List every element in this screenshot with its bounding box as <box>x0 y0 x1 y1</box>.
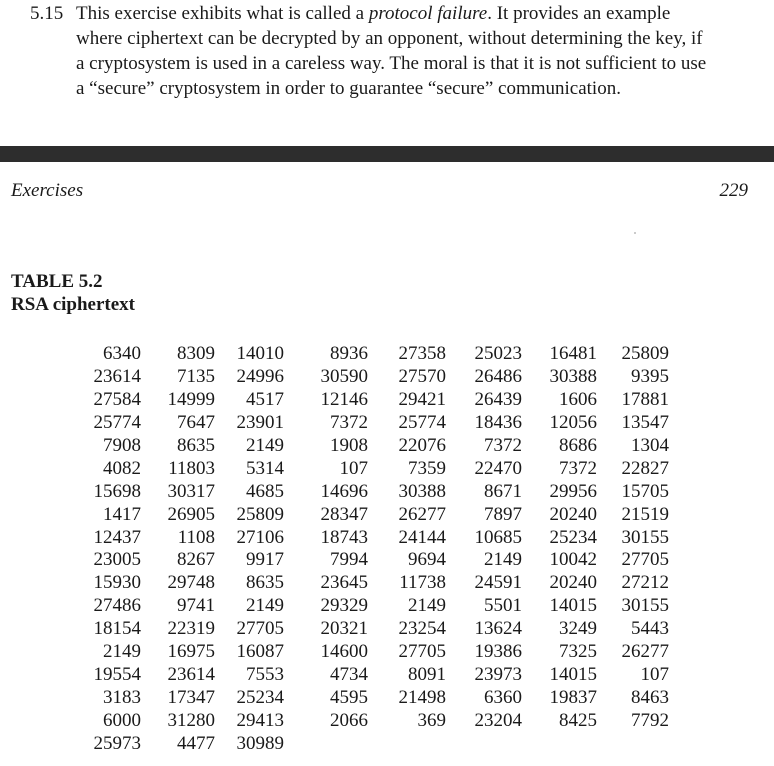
table-cell: 31280 <box>167 709 215 731</box>
table-cell: 25809 <box>236 503 284 525</box>
table-cell: 7372 <box>559 457 597 479</box>
table-cell: 5314 <box>246 457 284 479</box>
table-cell: 21519 <box>621 503 669 525</box>
table-cell: 8635 <box>177 435 215 456</box>
table-cell: 7897 <box>484 503 522 525</box>
table-cell: 10042 <box>549 549 597 571</box>
table-cell: 27212 <box>621 572 669 594</box>
table-cell: 23254 <box>398 618 446 640</box>
table-cell: 28347 <box>320 503 368 525</box>
table-cell: 22470 <box>474 457 522 479</box>
table-cell: 9917 <box>246 549 284 571</box>
table-cell: 30388 <box>398 480 446 502</box>
table-cell: 23005 <box>93 549 141 571</box>
table-cell: 25973 <box>93 732 141 754</box>
table-row <box>80 503 669 526</box>
table-cell: 15698 <box>93 480 141 502</box>
table-cell: 30590 <box>320 366 368 388</box>
table-cell: 5501 <box>484 595 522 617</box>
table-cell: 27358 <box>398 343 446 365</box>
table-row <box>80 663 669 686</box>
table-cell: 29329 <box>320 595 368 617</box>
table-cell: 30317 <box>167 480 215 502</box>
table-cell: 1108 <box>177 526 215 548</box>
ciphertext-table <box>80 343 669 755</box>
table-cell: 18436 <box>474 412 522 434</box>
table-cell: 20321 <box>320 618 368 640</box>
table-cell: 8309 <box>177 343 215 365</box>
table-cell: 29413 <box>236 709 284 731</box>
table-row <box>80 641 669 664</box>
exercise-text <box>76 1 770 101</box>
table-cell: 2149 <box>484 549 522 571</box>
table-cell: 4734 <box>330 663 368 685</box>
table-cell: 7372 <box>484 435 522 456</box>
table-cell: 10685 <box>474 526 522 548</box>
table-cell: 7647 <box>177 412 215 434</box>
exercise-line: a cryptosystem is used in a careless way. The moral is that it is not sufficient to use <box>76 53 707 74</box>
table-cell: 25774 <box>93 412 141 434</box>
table-cell: 6000 <box>103 709 141 731</box>
table-cell: 26439 <box>474 389 522 411</box>
exercise-line: This exercise exhibits what is called a protocol failure. It provides an example <box>76 3 671 24</box>
table-cell: 26486 <box>474 366 522 388</box>
table-cell: 17347 <box>167 686 215 708</box>
table-cell: 27705 <box>621 549 669 571</box>
page-divider-bar <box>0 146 774 162</box>
table-row <box>80 572 669 595</box>
table-cell: 23645 <box>320 572 368 594</box>
table-cell <box>522 732 597 755</box>
table-cell: 14600 <box>320 641 368 663</box>
table-row <box>80 366 669 389</box>
table-cell: 8267 <box>177 549 215 571</box>
table-cell: 14696 <box>320 480 368 502</box>
exercise-line: a “secure” cryptosystem in order to guarantee “secure” communication. <box>76 78 621 99</box>
table-cell: 18743 <box>320 526 368 548</box>
table-cell: 4685 <box>246 480 284 502</box>
table-cell: 9694 <box>408 549 446 571</box>
table-cell: 1908 <box>330 435 368 456</box>
table-cell: 7372 <box>330 412 368 434</box>
table-cell: 17881 <box>621 389 669 411</box>
table-cell: 22827 <box>621 457 669 479</box>
table-cell: 8686 <box>559 435 597 456</box>
table-cell: 23614 <box>167 663 215 685</box>
table-cell: 8425 <box>559 709 597 731</box>
table-row <box>80 709 669 732</box>
scan-speck <box>634 232 636 234</box>
table-cell: 4595 <box>330 686 368 708</box>
running-head-section: Exercises <box>11 180 84 201</box>
table-cell: 27705 <box>236 618 284 640</box>
table-cell: 7325 <box>559 641 597 663</box>
table-cell: 25234 <box>236 686 284 708</box>
table-cell: 14015 <box>549 595 597 617</box>
table-cell: 9741 <box>177 595 215 617</box>
table-cell: 16087 <box>236 641 284 663</box>
table-cell: 18154 <box>93 618 141 640</box>
table-cell: 14010 <box>236 343 284 365</box>
table-cell: 12146 <box>320 389 368 411</box>
table-cell <box>446 732 522 755</box>
table-cell: 3183 <box>103 686 141 708</box>
table-cell: 1304 <box>631 435 669 456</box>
table-cell: 4517 <box>246 389 284 411</box>
exercise-line: where ciphertext can be decrypted by an opponent, without determining the key, if <box>76 28 703 49</box>
table-cell: 16975 <box>167 641 215 663</box>
table-cell: 19554 <box>93 663 141 685</box>
table-cell: 1417 <box>103 503 141 525</box>
table-cell: 14015 <box>549 663 597 685</box>
table-cell: 3249 <box>559 618 597 640</box>
table-cell: 22319 <box>167 618 215 640</box>
table-cell <box>368 732 446 755</box>
table-cell: 29956 <box>549 480 597 502</box>
table-cell: 6340 <box>103 343 141 365</box>
table-cell: 8463 <box>631 686 669 708</box>
table-cell: 15705 <box>621 480 669 502</box>
table-cell: 23973 <box>474 663 522 685</box>
table-cell: 24144 <box>398 526 446 548</box>
table-row <box>80 595 669 618</box>
table-cell: 29421 <box>398 389 446 411</box>
table-cell: 25234 <box>549 526 597 548</box>
table-cell: 11738 <box>399 572 446 594</box>
table-cell: 7359 <box>408 457 446 479</box>
table-cell: 8635 <box>246 572 284 594</box>
table-cell: 24996 <box>236 366 284 388</box>
table-row <box>80 389 669 412</box>
table-cell: 8671 <box>484 480 522 502</box>
table-cell: 14999 <box>167 389 215 411</box>
table-cell: 30155 <box>621 595 669 617</box>
table-cell: 22076 <box>398 435 446 456</box>
table-cell: 7994 <box>330 549 368 571</box>
table-cell: 7792 <box>631 709 669 731</box>
table-cell: 19837 <box>549 686 597 708</box>
table-cell: 107 <box>640 663 669 685</box>
table-cell: 2149 <box>408 595 446 617</box>
table-cell: 4082 <box>103 457 141 479</box>
table-cell: 30388 <box>549 366 597 388</box>
table-caption: RSA ciphertext <box>11 294 136 315</box>
table-row <box>80 457 669 480</box>
table-cell: 107 <box>339 457 368 479</box>
table-cell: 9395 <box>631 366 669 388</box>
table-row <box>80 412 669 435</box>
table-cell: 7135 <box>177 366 215 388</box>
exercise-number: 5.15 <box>30 3 64 24</box>
table-cell: 24591 <box>474 572 522 594</box>
table-cell: 8091 <box>408 663 446 685</box>
table-cell: 25774 <box>398 412 446 434</box>
table-number: TABLE 5.2 <box>11 271 103 292</box>
table-cell <box>597 732 669 755</box>
table-cell: 23614 <box>93 366 141 388</box>
table-cell: 7553 <box>246 663 284 685</box>
exercise-5-15 <box>30 1 770 101</box>
table-row <box>80 343 669 366</box>
table-cell: 27570 <box>398 366 446 388</box>
table-cell: 16481 <box>549 343 597 365</box>
table-cell: 12056 <box>549 412 597 434</box>
table-row <box>80 549 669 572</box>
table-cell <box>284 732 368 755</box>
table-cell: 13624 <box>474 618 522 640</box>
table-cell: 6360 <box>484 686 522 708</box>
table-cell: 2149 <box>103 641 141 663</box>
table-cell: 13547 <box>621 412 669 434</box>
table-cell: 2149 <box>246 595 284 617</box>
table-cell: 2149 <box>246 435 284 456</box>
table-cell: 1606 <box>559 389 597 411</box>
table-cell: 25809 <box>621 343 669 365</box>
table-cell: 29748 <box>167 572 215 594</box>
table-cell: 27486 <box>93 595 141 617</box>
table-cell: 30989 <box>236 732 284 754</box>
table-cell: 12437 <box>93 526 141 548</box>
table-cell: 30155 <box>621 526 669 548</box>
table-row <box>80 732 669 755</box>
table-cell: 15930 <box>93 572 141 594</box>
table-cell: 26277 <box>621 641 669 663</box>
table-cell: 7908 <box>103 435 141 456</box>
table-cell: 26905 <box>167 503 215 525</box>
table-cell: 8936 <box>330 343 368 365</box>
table-cell: 4477 <box>177 732 215 754</box>
table-cell: 20240 <box>549 572 597 594</box>
table-cell: 20240 <box>549 503 597 525</box>
table-cell: 23204 <box>474 709 522 731</box>
page-number: 229 <box>719 180 748 201</box>
table-cell: 369 <box>417 709 446 731</box>
table-row <box>80 526 669 549</box>
emphasis-protocol-failure: protocol failure <box>368 3 488 24</box>
table-row <box>80 686 669 709</box>
table-cell: 5443 <box>631 618 669 640</box>
table-cell: 2066 <box>330 709 368 731</box>
table-cell: 11803 <box>168 457 215 479</box>
table-cell: 23901 <box>236 412 284 434</box>
table-row <box>80 435 669 458</box>
table-cell: 27584 <box>93 389 141 411</box>
table-row <box>80 480 669 503</box>
table-cell: 26277 <box>398 503 446 525</box>
table-cell: 25023 <box>474 343 522 365</box>
table-cell: 21498 <box>398 686 446 708</box>
table-cell: 19386 <box>474 641 522 663</box>
table-row <box>80 618 669 641</box>
table-cell: 27106 <box>236 526 284 548</box>
table-cell: 27705 <box>398 641 446 663</box>
